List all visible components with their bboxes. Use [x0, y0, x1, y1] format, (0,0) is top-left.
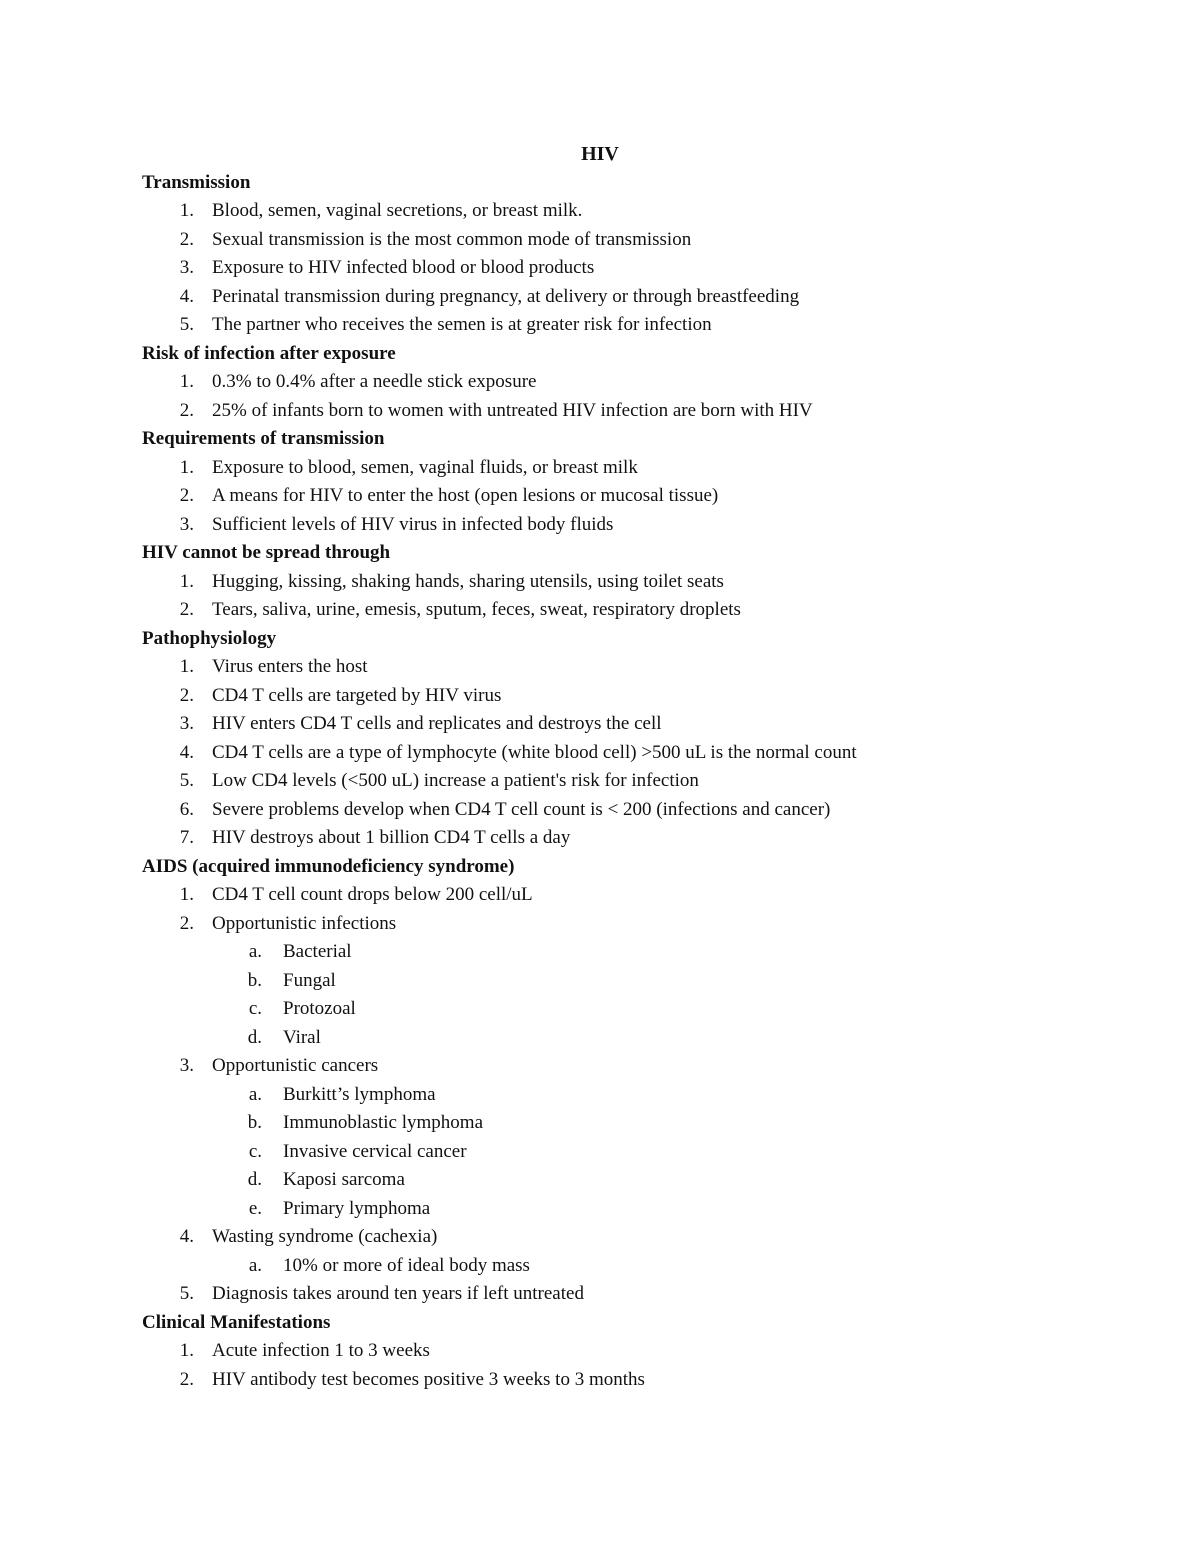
- list-item: [142, 254, 1102, 283]
- list-item-number: 5.: [179, 770, 194, 791]
- list-item-text: HIV enters CD4 T cells and replicates and destroys the cell: [212, 713, 662, 734]
- list-item-text: HIV antibody test becomes positive 3 weeks to 3 months: [212, 1368, 645, 1390]
- list-item-number: 2.: [179, 684, 194, 706]
- list-item-text: Fungal: [283, 969, 336, 991]
- list-item-text: Blood, semen, vaginal secretions, or breast milk.: [212, 200, 583, 221]
- list-item-text: Tears, saliva, urine, emesis, sputum, feces, sweat, respiratory droplets: [212, 599, 741, 620]
- list-item-text: Exposure to blood, semen, vaginal fluids, or breast milk: [212, 456, 638, 478]
- list-item-number: 2.: [179, 399, 194, 421]
- list-item-text: Virus enters the host: [212, 656, 368, 677]
- list-item-number: 2.: [179, 1368, 194, 1390]
- list-item-text: Immunoblastic lymphoma: [283, 1112, 484, 1133]
- list-item-number: 3.: [179, 713, 194, 734]
- list-item-text: Sexual transmission is the most common mode of transmission: [212, 228, 692, 250]
- list-item: [142, 1280, 1102, 1309]
- list-item-number: 2.: [179, 599, 194, 620]
- list-item-text: Viral: [283, 1026, 321, 1048]
- list-item: [142, 397, 1102, 426]
- document-page: [142, 140, 1102, 1394]
- list-item-text: Wasting syndrome (cachexia): [212, 1226, 438, 1247]
- list-item-text: 0.3% to 0.4% after a needle stick exposure: [212, 371, 537, 392]
- list-item: [142, 1366, 1102, 1395]
- list-item-text: HIV destroys about 1 billion CD4 T cells a day: [212, 827, 571, 848]
- section-heading: Clinical Manifestations: [142, 1311, 331, 1333]
- list-item: [142, 1223, 1102, 1252]
- list-item-number: 4.: [179, 1226, 194, 1247]
- list-item-number: 4.: [179, 741, 194, 763]
- list-item-text: Kaposi sarcoma: [283, 1169, 405, 1190]
- list-item: [142, 368, 1102, 397]
- list-item: [142, 682, 1102, 711]
- list-item: [142, 482, 1102, 511]
- list-item-number: a.: [248, 1083, 262, 1105]
- list-item-number: a.: [248, 941, 262, 962]
- list-item-text: Primary lymphoma: [283, 1197, 431, 1219]
- list-item-text: Diagnosis takes around ten years if left untreated: [212, 1283, 584, 1304]
- list-item-text: Opportunistic infections: [212, 912, 397, 934]
- section-heading: AIDS (acquired immunodeficiency syndrome): [142, 855, 515, 877]
- list-item-text: CD4 T cell count drops below 200 cell/uL: [212, 884, 533, 905]
- list-item-text: Bacterial: [283, 941, 352, 962]
- list-item-number: 6.: [179, 798, 194, 820]
- list-item-text: Low CD4 levels (<500 uL) increase a patient's risk for infection: [212, 770, 699, 791]
- list-item-text: CD4 T cells are targeted by HIV virus: [212, 684, 502, 706]
- sub-list-item: [142, 967, 1102, 996]
- list-item-text: Exposure to HIV infected blood or blood products: [212, 257, 595, 278]
- list-item-number: b.: [247, 1112, 262, 1133]
- list-item-number: 3.: [179, 1055, 194, 1076]
- list-item-number: 2.: [179, 485, 194, 506]
- list-item-text: A means for HIV to enter the host (open lesions or mucosal tissue): [212, 485, 719, 506]
- list-item: [142, 511, 1102, 540]
- section-heading: Pathophysiology: [142, 627, 277, 649]
- list-item: [142, 596, 1102, 625]
- list-item-number: 1.: [179, 570, 194, 592]
- list-item-number: 3.: [179, 257, 194, 278]
- sub-list-item: [142, 1252, 1102, 1281]
- list-item-number: 1.: [179, 656, 194, 677]
- list-item: [142, 710, 1102, 739]
- list-item-number: 3.: [179, 513, 194, 535]
- list-item-number: a.: [248, 1254, 262, 1276]
- list-item-text: 10% or more of ideal body mass: [283, 1254, 530, 1276]
- list-item-number: 1.: [179, 456, 194, 478]
- list-item-text: Invasive cervical cancer: [283, 1140, 467, 1162]
- list-item: [142, 283, 1102, 312]
- sub-list-item: [142, 1138, 1102, 1167]
- list-item-number: d.: [247, 1026, 262, 1048]
- list-item: [142, 739, 1102, 768]
- list-item: [142, 1052, 1102, 1081]
- list-item-number: c.: [248, 1140, 262, 1162]
- list-item: [142, 311, 1102, 340]
- list-item-number: 1.: [179, 200, 194, 221]
- list-item-number: 2.: [179, 228, 194, 250]
- list-item-text: Acute infection 1 to 3 weeks: [212, 1340, 430, 1361]
- list-item: [142, 824, 1102, 853]
- section-heading: Requirements of transmission: [142, 428, 385, 449]
- sub-list-item: [142, 1195, 1102, 1224]
- list-item-number: 5.: [179, 1283, 194, 1304]
- list-item-number: e.: [248, 1197, 262, 1219]
- list-item: [142, 910, 1102, 939]
- list-item-number: 4.: [179, 285, 194, 307]
- list-item: [142, 881, 1102, 910]
- list-item: [142, 197, 1102, 226]
- sub-list-item: [142, 1081, 1102, 1110]
- list-item-number: 2.: [179, 912, 194, 934]
- sub-list-item: [142, 995, 1102, 1024]
- list-item: [142, 767, 1102, 796]
- list-item-text: Protozoal: [283, 998, 356, 1019]
- list-item-number: b.: [247, 969, 262, 991]
- list-item-text: The partner who receives the semen is at greater risk for infection: [212, 314, 712, 335]
- list-item-number: 1.: [179, 1340, 194, 1361]
- list-item-number: 1.: [179, 371, 194, 392]
- list-item-number: 5.: [179, 314, 194, 335]
- section-heading: Transmission: [142, 171, 251, 193]
- sub-list-item: [142, 1109, 1102, 1138]
- list-item-text: 25% of infants born to women with untreated HIV infection are born with HIV: [212, 399, 813, 421]
- document-body: [142, 169, 1102, 1395]
- list-item: [142, 568, 1102, 597]
- list-item-number: d.: [247, 1169, 262, 1190]
- list-item: [142, 796, 1102, 825]
- sub-list-item: [142, 938, 1102, 967]
- document-title: HIV: [581, 143, 619, 165]
- list-item: [142, 454, 1102, 483]
- list-item-text: Sufficient levels of HIV virus in infected body fluids: [212, 513, 614, 535]
- list-item: [142, 653, 1102, 682]
- sub-list-item: [142, 1024, 1102, 1053]
- list-item-text: CD4 T cells are a type of lymphocyte (white blood cell) >500 uL is the normal count: [212, 741, 857, 763]
- list-item-number: 1.: [179, 884, 194, 905]
- list-item: [142, 226, 1102, 255]
- list-item-text: Severe problems develop when CD4 T cell count is < 200 (infections and cancer): [212, 798, 831, 820]
- section-heading: HIV cannot be spread through: [142, 542, 391, 563]
- list-item-number: 7.: [179, 827, 194, 848]
- list-item-text: Opportunistic cancers: [212, 1055, 379, 1076]
- sub-list-item: [142, 1166, 1102, 1195]
- list-item-text: Perinatal transmission during pregnancy, at delivery or through breastfeeding: [212, 285, 800, 307]
- list-item-text: Burkitt’s lymphoma: [283, 1083, 436, 1105]
- section-heading: Risk of infection after exposure: [142, 342, 396, 364]
- list-item: [142, 1337, 1102, 1366]
- list-item-text: Hugging, kissing, shaking hands, sharing utensils, using toilet seats: [212, 570, 724, 592]
- list-item-number: c.: [248, 998, 262, 1019]
